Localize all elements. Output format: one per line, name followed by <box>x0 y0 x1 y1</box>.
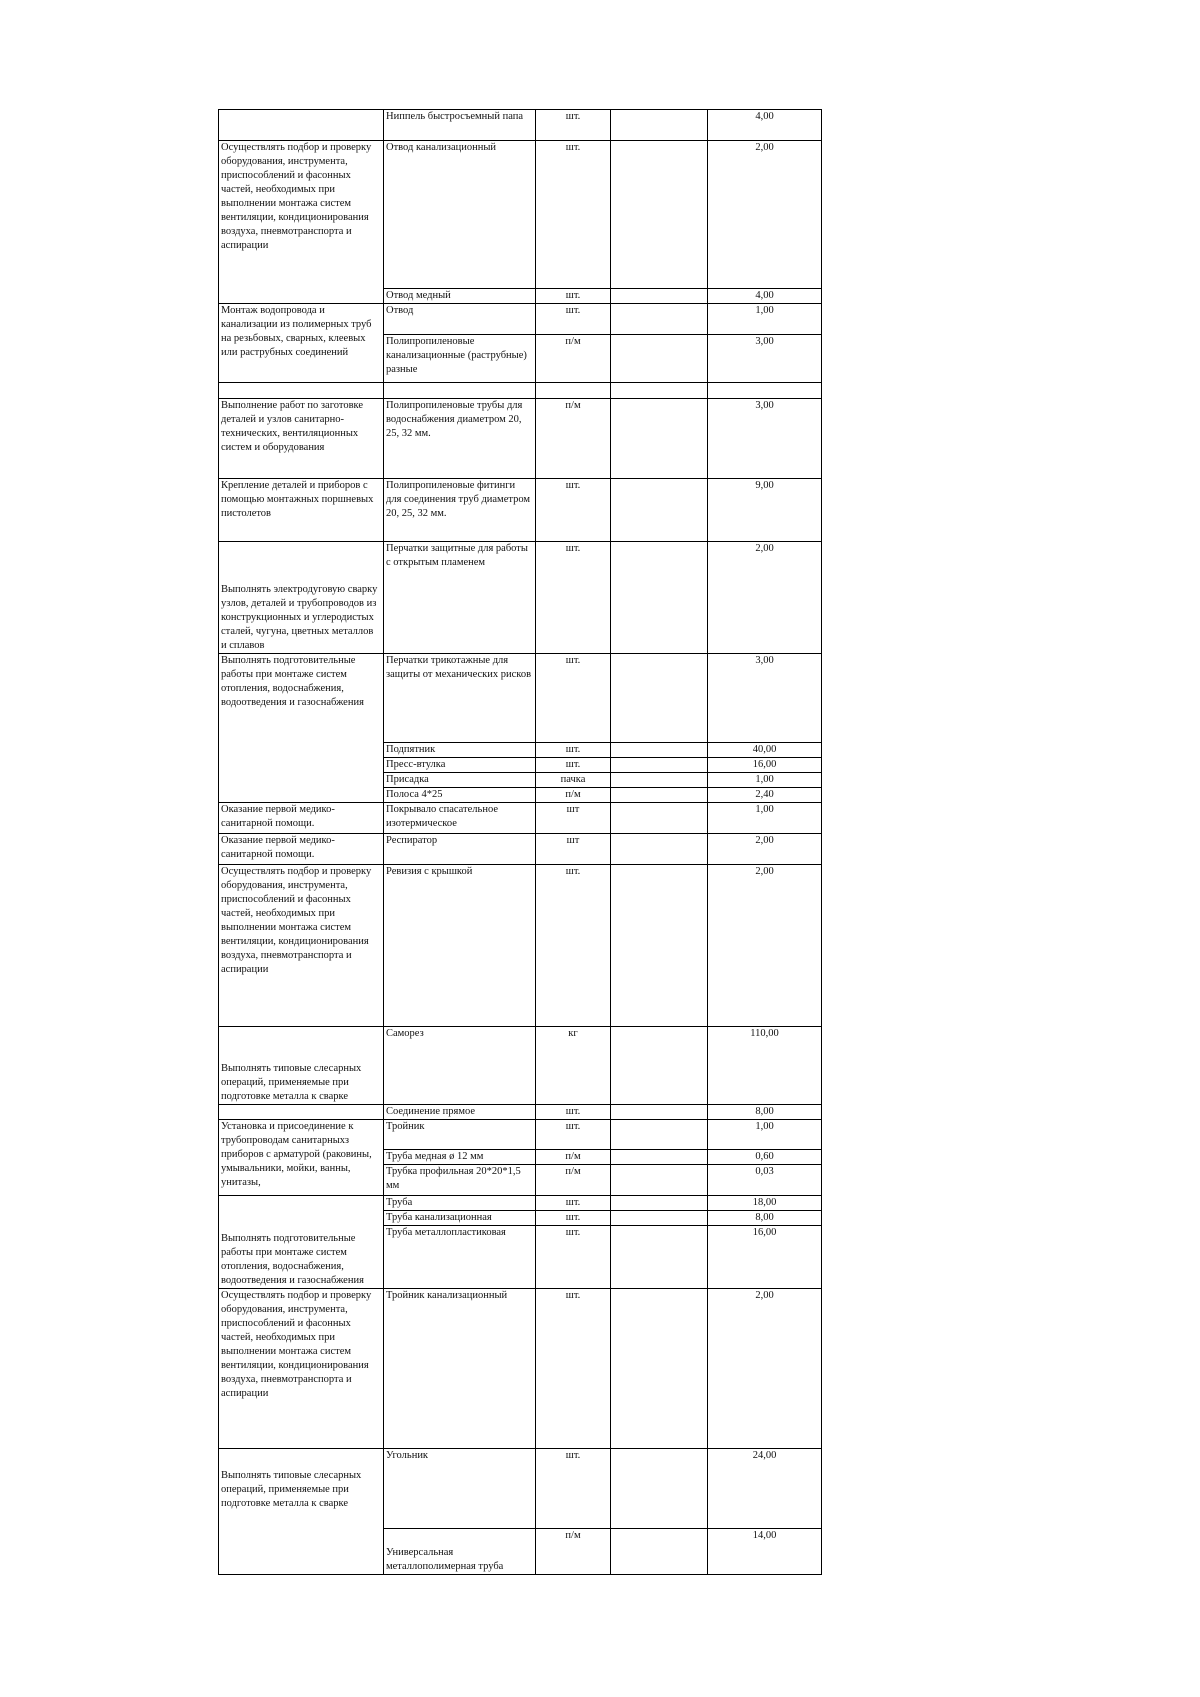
table-row <box>219 865 822 1027</box>
qty-cell: 2,00 <box>708 1289 822 1449</box>
empty-cell <box>611 141 708 289</box>
table-row <box>219 834 822 865</box>
qty-cell: 1,00 <box>708 304 822 335</box>
empty-cell <box>611 1449 708 1529</box>
material-name: Пресс-втулка <box>384 758 536 773</box>
empty-cell <box>611 479 708 542</box>
empty-cell <box>611 1150 708 1165</box>
skill-cell: Оказание первой медико-санитарной помощи. <box>219 803 384 834</box>
table-row <box>219 304 822 335</box>
material-name: Респиратор <box>384 834 536 865</box>
material-name: Полипропиленовые канализационные (раструбные) разные <box>384 335 536 383</box>
qty-cell: 24,00 <box>708 1449 822 1529</box>
material-name: Ревизия с крышкой <box>384 865 536 1027</box>
material-name: Полипропиленовые фитинги для соединения труб диаметром 20, 25, 32 мм. <box>384 479 536 542</box>
empty-cell <box>611 773 708 788</box>
unit-cell: шт. <box>536 141 611 289</box>
material-name: Угольник <box>384 1449 536 1529</box>
unit-cell: кг <box>536 1027 611 1105</box>
qty-cell: 2,00 <box>708 865 822 1027</box>
empty-cell <box>611 743 708 758</box>
skill-cell <box>219 383 384 399</box>
qty-cell: 2,40 <box>708 788 822 803</box>
skill-cell: Выполнять подготовительные работы при монтаже систем отопления, водоснабжения, водоотведения и газоснабжения <box>219 1196 384 1289</box>
qty-cell: 16,00 <box>708 758 822 773</box>
qty-cell: 4,00 <box>708 289 822 304</box>
material-name: Полоса 4*25 <box>384 788 536 803</box>
unit-cell: шт. <box>536 1120 611 1150</box>
material-name: Присадка <box>384 773 536 788</box>
unit-cell: шт. <box>536 542 611 654</box>
empty-cell <box>611 834 708 865</box>
table-row <box>219 1289 822 1449</box>
empty-cell <box>611 1165 708 1196</box>
skill-cell: Установка и присоединение к трубопроводам санитарныхз приборов с арматурой (раковины, умывальники, мойки, ванны, унитазы, <box>219 1120 384 1196</box>
skill-cell: Монтаж водопровода и канализации из полимерных труб на резьбовых, сварных, клеевых или раструбных соединений <box>219 304 384 383</box>
unit-cell: шт. <box>536 654 611 743</box>
unit-cell: шт. <box>536 304 611 335</box>
table-row <box>219 479 822 542</box>
material-name: Перчатки защитные для работы с открытым пламенем <box>384 542 536 654</box>
unit-cell: шт. <box>536 743 611 758</box>
skill-cell: Выполнение работ по заготовке деталей и узлов санитарно-технических, вентиляционных систем и оборудования <box>219 399 384 479</box>
empty-cell <box>611 110 708 141</box>
unit-cell: пачка <box>536 773 611 788</box>
material-name: Саморез <box>384 1027 536 1105</box>
material-name: Тройник канализационный <box>384 1289 536 1449</box>
empty-cell <box>611 542 708 654</box>
table-row <box>219 1449 822 1529</box>
unit-cell: шт. <box>536 1196 611 1211</box>
unit-cell: п/м <box>536 399 611 479</box>
unit-cell: п/м <box>536 335 611 383</box>
unit-cell: шт. <box>536 1211 611 1226</box>
material-name: Покрывало спасательное изотермическое <box>384 803 536 834</box>
material-name: Отвод канализационный <box>384 141 536 289</box>
table-row <box>219 141 822 289</box>
material-name: Отвод медный <box>384 289 536 304</box>
unit-cell: шт. <box>536 110 611 141</box>
material-name: Труба канализационная <box>384 1211 536 1226</box>
unit-cell: шт. <box>536 1449 611 1529</box>
material-name: Перчатки трикотажные для защиты от механических рисков <box>384 654 536 743</box>
qty-cell: 3,00 <box>708 335 822 383</box>
qty-cell: 9,00 <box>708 479 822 542</box>
material-name: Труба медная ø 12 мм <box>384 1150 536 1165</box>
skill-cell: Выполнять типовые слесарных операций, применяемые при подготовке металла к сварке <box>219 1027 384 1105</box>
material-name: Подпятник <box>384 743 536 758</box>
qty-cell: 1,00 <box>708 1120 822 1150</box>
skill-cell: Оказание первой медико-санитарной помощи. <box>219 834 384 865</box>
qty-cell: 8,00 <box>708 1211 822 1226</box>
empty-cell <box>611 865 708 1027</box>
table-row <box>219 110 822 141</box>
qty-cell: 16,00 <box>708 1226 822 1289</box>
qty-cell: 8,00 <box>708 1105 822 1120</box>
qty-cell: 1,00 <box>708 773 822 788</box>
empty-cell <box>611 1027 708 1105</box>
material-name: Труба <box>384 1196 536 1211</box>
unit-cell: шт. <box>536 479 611 542</box>
empty-cell <box>611 1529 708 1575</box>
qty-cell: 1,00 <box>708 803 822 834</box>
empty-cell <box>611 654 708 743</box>
qty-cell <box>708 383 822 399</box>
qty-cell: 18,00 <box>708 1196 822 1211</box>
material-name: Труба металлопластиковая <box>384 1226 536 1289</box>
table-row <box>219 1120 822 1150</box>
table-row <box>219 399 822 479</box>
empty-cell <box>611 304 708 335</box>
empty-cell <box>611 1211 708 1226</box>
skill-cell: Выполнять электродуговую сварку узлов, деталей и трубопроводов из конструкционных и углеродистых сталей, чугуна, цветных металлов и сплавов <box>219 542 384 654</box>
qty-cell: 0,03 <box>708 1165 822 1196</box>
empty-cell <box>611 383 708 399</box>
skill-cell <box>219 110 384 141</box>
empty-cell <box>611 788 708 803</box>
table-row <box>219 803 822 834</box>
skill-cell: Осуществлять подбор и проверку оборудования, инструмента, приспособлений и фасонных частей, необходимых при выполнении монтажа систем вентиляции, кондиционирования воздуха, пневмотранспорта и аспирации <box>219 141 384 304</box>
material-name: Трубка профильная 20*20*1,5 мм <box>384 1165 536 1196</box>
qty-cell: 3,00 <box>708 399 822 479</box>
empty-cell <box>611 1226 708 1289</box>
qty-cell: 2,00 <box>708 834 822 865</box>
qty-cell: 0,60 <box>708 1150 822 1165</box>
material-name: Соединение прямое <box>384 1105 536 1120</box>
unit-cell: п/м <box>536 1529 611 1575</box>
empty-cell <box>611 1289 708 1449</box>
table-row <box>219 383 822 399</box>
material-name: Ниппель быстросъемный папа <box>384 110 536 141</box>
material-name: Универсальная металлополимерная труба <box>384 1529 536 1575</box>
skill-cell: Крепление деталей и приборов с помощью монтажных поршневых пистолетов <box>219 479 384 542</box>
empty-cell <box>611 335 708 383</box>
qty-cell: 2,00 <box>708 542 822 654</box>
unit-cell: шт <box>536 803 611 834</box>
table-row <box>219 1105 822 1120</box>
qty-cell: 3,00 <box>708 654 822 743</box>
skill-cell: Выполнять подготовительные работы при монтаже систем отопления, водоснабжения, водоотведения и газоснабжения <box>219 654 384 803</box>
unit-cell: шт. <box>536 289 611 304</box>
skill-cell <box>219 1105 384 1120</box>
skill-cell: Осуществлять подбор и проверку оборудования, инструмента, приспособлений и фасонных частей, необходимых при выполнении монтажа систем вентиляции, кондиционирования воздуха, пневмотранспорта и аспирации <box>219 1289 384 1449</box>
qty-cell: 40,00 <box>708 743 822 758</box>
empty-cell <box>611 803 708 834</box>
unit-cell: шт. <box>536 1105 611 1120</box>
unit-cell <box>536 383 611 399</box>
empty-cell <box>611 1196 708 1211</box>
table-row <box>219 542 822 654</box>
materials-table <box>218 109 822 1575</box>
table-row <box>219 654 822 743</box>
unit-cell: п/м <box>536 788 611 803</box>
qty-cell: 2,00 <box>708 141 822 289</box>
unit-cell: п/м <box>536 1150 611 1165</box>
unit-cell: шт. <box>536 1289 611 1449</box>
unit-cell: шт <box>536 834 611 865</box>
empty-cell <box>611 1105 708 1120</box>
material-name: Полипропиленовые трубы для водоснабжения диаметром 20, 25, 32 мм. <box>384 399 536 479</box>
skill-cell: Осуществлять подбор и проверку оборудования, инструмента, приспособлений и фасонных частей, необходимых при выполнении монтажа систем вентиляции, кондиционирования воздуха, пневмотранспорта и аспирации <box>219 865 384 1027</box>
skill-cell: Выполнять типовые слесарных операций, применяемые при подготовке металла к сварке <box>219 1449 384 1575</box>
table-row <box>219 1027 822 1105</box>
empty-cell <box>611 289 708 304</box>
empty-cell <box>611 758 708 773</box>
qty-cell: 4,00 <box>708 110 822 141</box>
material-name: Тройник <box>384 1120 536 1150</box>
unit-cell: шт. <box>536 758 611 773</box>
unit-cell: шт. <box>536 1226 611 1289</box>
table-row <box>219 1196 822 1211</box>
unit-cell: п/м <box>536 1165 611 1196</box>
qty-cell: 110,00 <box>708 1027 822 1105</box>
material-name <box>384 383 536 399</box>
material-name: Отвод <box>384 304 536 335</box>
empty-cell <box>611 399 708 479</box>
qty-cell: 14,00 <box>708 1529 822 1575</box>
empty-cell <box>611 1120 708 1150</box>
unit-cell: шт. <box>536 865 611 1027</box>
